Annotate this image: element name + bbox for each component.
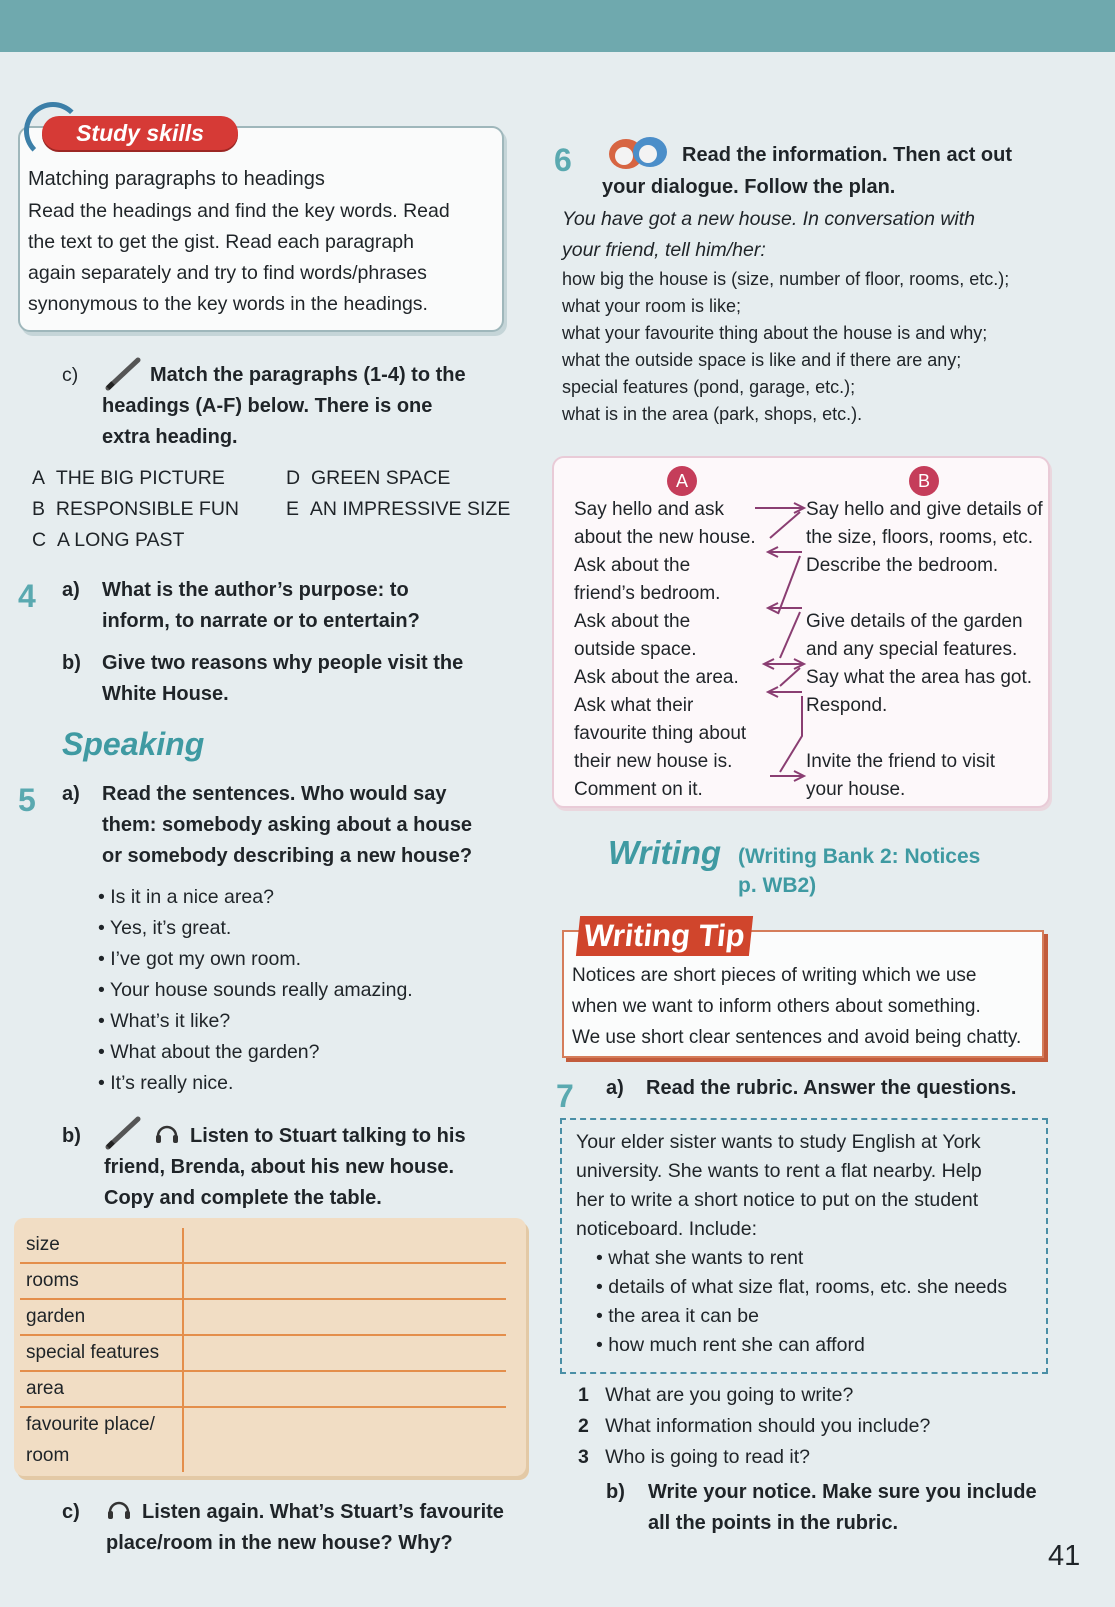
question-number: 3	[578, 1446, 589, 1468]
study-skills-title: Matching paragraphs to headings	[28, 168, 325, 190]
role-a-line: Ask about the	[574, 555, 691, 576]
rubric-line: her to write a short notice to put on the student	[576, 1189, 979, 1211]
table-answer-cell[interactable]	[183, 1299, 506, 1335]
writing-heading: Writing	[608, 834, 722, 871]
role-b-line: the size, floors, rooms, etc.	[806, 527, 1034, 548]
table-answer-cell[interactable]	[183, 1335, 506, 1371]
role-a-line: favourite thing about	[574, 723, 747, 744]
question-2	[578, 1411, 930, 1442]
exercise-4b-line-2: White House.	[102, 683, 229, 705]
option-text: RESPONSIBLE FUN	[55, 498, 239, 520]
role-b-line: Say what the area has got.	[806, 667, 1033, 688]
exercise-5c-line-2: place/room in the new house? Why?	[106, 1532, 453, 1554]
heading-option-c	[32, 525, 184, 556]
plan-point: how big the house is (size, number of floor, rooms, etc.);	[562, 269, 1010, 289]
plan-point: what is in the area (park, shops, etc.).	[562, 404, 863, 424]
table-answer-cell[interactable]	[183, 1263, 506, 1299]
exercise-6-intro-1: You have got a new house. In conversation with	[562, 208, 976, 230]
table-key: size	[20, 1228, 183, 1263]
option-text: AN IMPRESSIVE SIZE	[309, 498, 511, 520]
role-b-line: Respond.	[806, 695, 888, 716]
exercise-c-line-3: extra heading.	[102, 426, 238, 448]
exercise-c-letter: c)	[62, 364, 79, 386]
option-letter: B	[32, 498, 46, 520]
heading-option-a	[32, 463, 225, 494]
role-a-line: Ask what their	[574, 695, 694, 716]
rubric-line: university. She wants to rent a flat nearby. Help	[576, 1160, 982, 1182]
plan-point: what your room is like;	[562, 296, 742, 316]
sentence-item: • Yes, it’s great.	[98, 913, 413, 944]
page-number: 41	[1048, 1540, 1081, 1572]
exercise-5b-line-3: Copy and complete the table.	[104, 1187, 382, 1209]
exercise-c-line-1: Match the paragraphs (1-4) to the	[150, 364, 466, 386]
exercise-5c-line-1: Listen again. What’s Stuart’s favourite	[142, 1501, 504, 1523]
sentence-list	[98, 882, 413, 1099]
exercise-5b-line-1: Listen to Stuart talking to his	[190, 1125, 466, 1147]
plan-point: what your favourite thing about the house is and why;	[562, 323, 988, 343]
sentence-item: • What’s it like?	[98, 1006, 413, 1037]
role-a-line: about the new house.	[574, 527, 756, 548]
exercise-7b-line-1: Write your notice. Make sure you include	[648, 1481, 1037, 1503]
table-key: area	[20, 1371, 183, 1407]
study-skills-label: Study skills	[42, 116, 238, 150]
exercise-4a-letter: a)	[62, 579, 80, 601]
rubric-point: • details of what size flat, rooms, etc. she needs	[596, 1273, 1007, 1302]
rubric-line: Your elder sister wants to study English at York	[576, 1131, 981, 1153]
writing-tip-line: We use short clear sentences and avoid being chatty.	[572, 1027, 1022, 1048]
sentence-item: • It’s really nice.	[98, 1068, 413, 1099]
question-text: What information should you include?	[605, 1415, 931, 1437]
sentence-item: • Your house sounds really amazing.	[98, 975, 413, 1006]
question-text: What are you going to write?	[605, 1384, 854, 1406]
writing-tip-label: Writing Tip	[576, 916, 753, 956]
study-skills-text	[28, 196, 488, 320]
exercise-7-number: 7	[556, 1078, 574, 1114]
table-key: garden	[20, 1299, 183, 1335]
table-key-line: room	[26, 1445, 70, 1466]
question-number: 2	[578, 1415, 589, 1437]
headphones-icon	[106, 1496, 132, 1522]
heading-option-d	[286, 463, 450, 494]
study-skills-line: Read the headings and find the key words. Read	[28, 200, 450, 222]
role-a-badge: A	[667, 466, 697, 496]
exercise-5-number: 5	[18, 782, 36, 818]
question-number: 1	[578, 1384, 589, 1406]
plan-point: what the outside space is like and if there are any;	[562, 350, 962, 370]
role-b-column	[806, 496, 1043, 804]
option-letter: C	[32, 529, 47, 551]
table-key: special features	[20, 1335, 183, 1371]
role-b-line: Say hello and give details of	[806, 499, 1043, 520]
role-b-line: Give details of the garden	[806, 611, 1023, 632]
exercise-6-points	[562, 266, 1009, 428]
heading-option-e	[286, 494, 510, 525]
option-letter: A	[32, 467, 46, 489]
headphones-icon	[154, 1120, 180, 1146]
writing-tip-text	[572, 960, 1021, 1053]
writing-bank-page: p. WB2)	[738, 874, 817, 897]
exercise-7b-letter: b)	[606, 1481, 625, 1503]
role-a-line: Ask about the	[574, 611, 691, 632]
table-key: rooms	[20, 1263, 183, 1299]
exercise-4-number: 4	[18, 578, 36, 614]
pencil-icon	[104, 356, 144, 392]
role-a-line: outside space.	[574, 639, 697, 660]
exercise-5b-line-2: friend, Brenda, about his new house.	[104, 1156, 455, 1178]
writing-tip-line: Notices are short pieces of writing which we use	[572, 965, 977, 986]
role-a-line: friend’s bedroom.	[574, 583, 721, 604]
exercise-7a-letter: a)	[606, 1077, 624, 1099]
study-skills-line: the text to get the gist. Read each paragraph	[28, 231, 414, 253]
table-answer-cell[interactable]	[183, 1228, 506, 1263]
table-row	[20, 1335, 506, 1371]
exercise-c-line-2: headings (A-F) below. There is one	[102, 395, 433, 417]
role-b-line: and any special features.	[806, 639, 1018, 660]
option-letter: E	[286, 498, 300, 520]
role-b-line: Invite the friend to visit	[806, 751, 996, 772]
exercise-6-intro-2: your friend, tell him/her:	[562, 239, 766, 261]
study-skills-line: synonymous to the key words in the headings.	[28, 293, 428, 315]
sentence-item: • Is it in a nice area?	[98, 882, 413, 913]
rubric-point: • the area it can be	[596, 1302, 1007, 1331]
option-text: THE BIG PICTURE	[55, 467, 225, 489]
speaking-heading: Speaking	[62, 726, 205, 762]
exercise-5c-letter: c)	[62, 1501, 80, 1523]
question-3	[578, 1442, 810, 1473]
writing-bank-ref: (Writing Bank 2: Notices	[738, 845, 981, 868]
sentence-item: • I’ve got my own room.	[98, 944, 413, 975]
table-row	[20, 1228, 506, 1263]
exercise-6-number: 6	[554, 142, 572, 178]
plan-point: special features (pond, garage, etc.);	[562, 377, 856, 397]
writing-tip-line: when we want to inform others about something.	[572, 996, 981, 1017]
role-b-line	[806, 580, 1043, 608]
table-answer-cell[interactable]	[183, 1407, 506, 1472]
exercise-5a-line-1: Read the sentences. Who would say	[102, 783, 447, 805]
role-b-line	[806, 720, 1043, 748]
option-text: A LONG PAST	[56, 529, 185, 551]
exercise-5b-letter: b)	[62, 1125, 81, 1147]
exercise-5a-letter: a)	[62, 783, 80, 805]
table-row	[20, 1299, 506, 1335]
rubric-line: noticeboard. Include:	[576, 1218, 758, 1240]
table-key	[20, 1407, 183, 1472]
stuart-house-table	[20, 1228, 506, 1472]
exercise-7a-text: Read the rubric. Answer the questions.	[646, 1077, 1017, 1099]
heading-option-b	[32, 494, 239, 525]
pencil-icon	[104, 1115, 144, 1151]
role-b-badge: B	[909, 466, 939, 496]
role-b-line: your house.	[806, 779, 906, 800]
exercise-6-line-2: your dialogue. Follow the plan.	[602, 176, 896, 198]
table-row	[20, 1407, 506, 1472]
rubric-text	[576, 1128, 982, 1244]
table-answer-cell[interactable]	[183, 1371, 506, 1407]
exercise-4a-line-1: What is the author’s purpose: to	[102, 579, 409, 601]
table-row	[20, 1371, 506, 1407]
exercise-5a-line-2: them: somebody asking about a house	[102, 814, 473, 836]
exercise-4b-letter: b)	[62, 652, 81, 674]
exercise-7b-line-2: all the points in the rubric.	[648, 1512, 899, 1534]
dialogue-flow-arrows	[750, 496, 810, 800]
sentence-item: • What about the garden?	[98, 1037, 413, 1068]
role-a-line: Ask about the area.	[574, 667, 739, 688]
study-skills-line: again separately and try to find words/phrases	[28, 262, 427, 284]
role-a-line: Comment on it.	[574, 779, 703, 800]
top-color-band	[0, 0, 1115, 52]
table-key-line: favourite place/	[26, 1414, 155, 1435]
role-a-column	[574, 496, 756, 804]
rubric-point: • what she wants to rent	[596, 1244, 1007, 1273]
exercise-6-line-1: Read the information. Then act out	[682, 144, 1013, 166]
option-letter: D	[286, 467, 301, 489]
speaking-pair-icon	[606, 134, 670, 172]
exercise-4a-line-2: inform, to narrate or to entertain?	[102, 610, 420, 632]
question-1	[578, 1380, 853, 1411]
exercise-4b-line-1: Give two reasons why people visit the	[102, 652, 464, 674]
option-text: GREEN SPACE	[310, 467, 451, 489]
table-row	[20, 1263, 506, 1299]
question-text: Who is going to read it?	[605, 1446, 810, 1468]
rubric-points	[596, 1244, 1007, 1360]
rubric-point: • how much rent she can afford	[596, 1331, 1007, 1360]
role-a-line: Say hello and ask	[574, 499, 724, 520]
exercise-5a-line-3: or somebody describing a new house?	[102, 845, 473, 867]
role-a-line: their new house is.	[574, 751, 733, 772]
role-b-line: Describe the bedroom.	[806, 555, 999, 576]
